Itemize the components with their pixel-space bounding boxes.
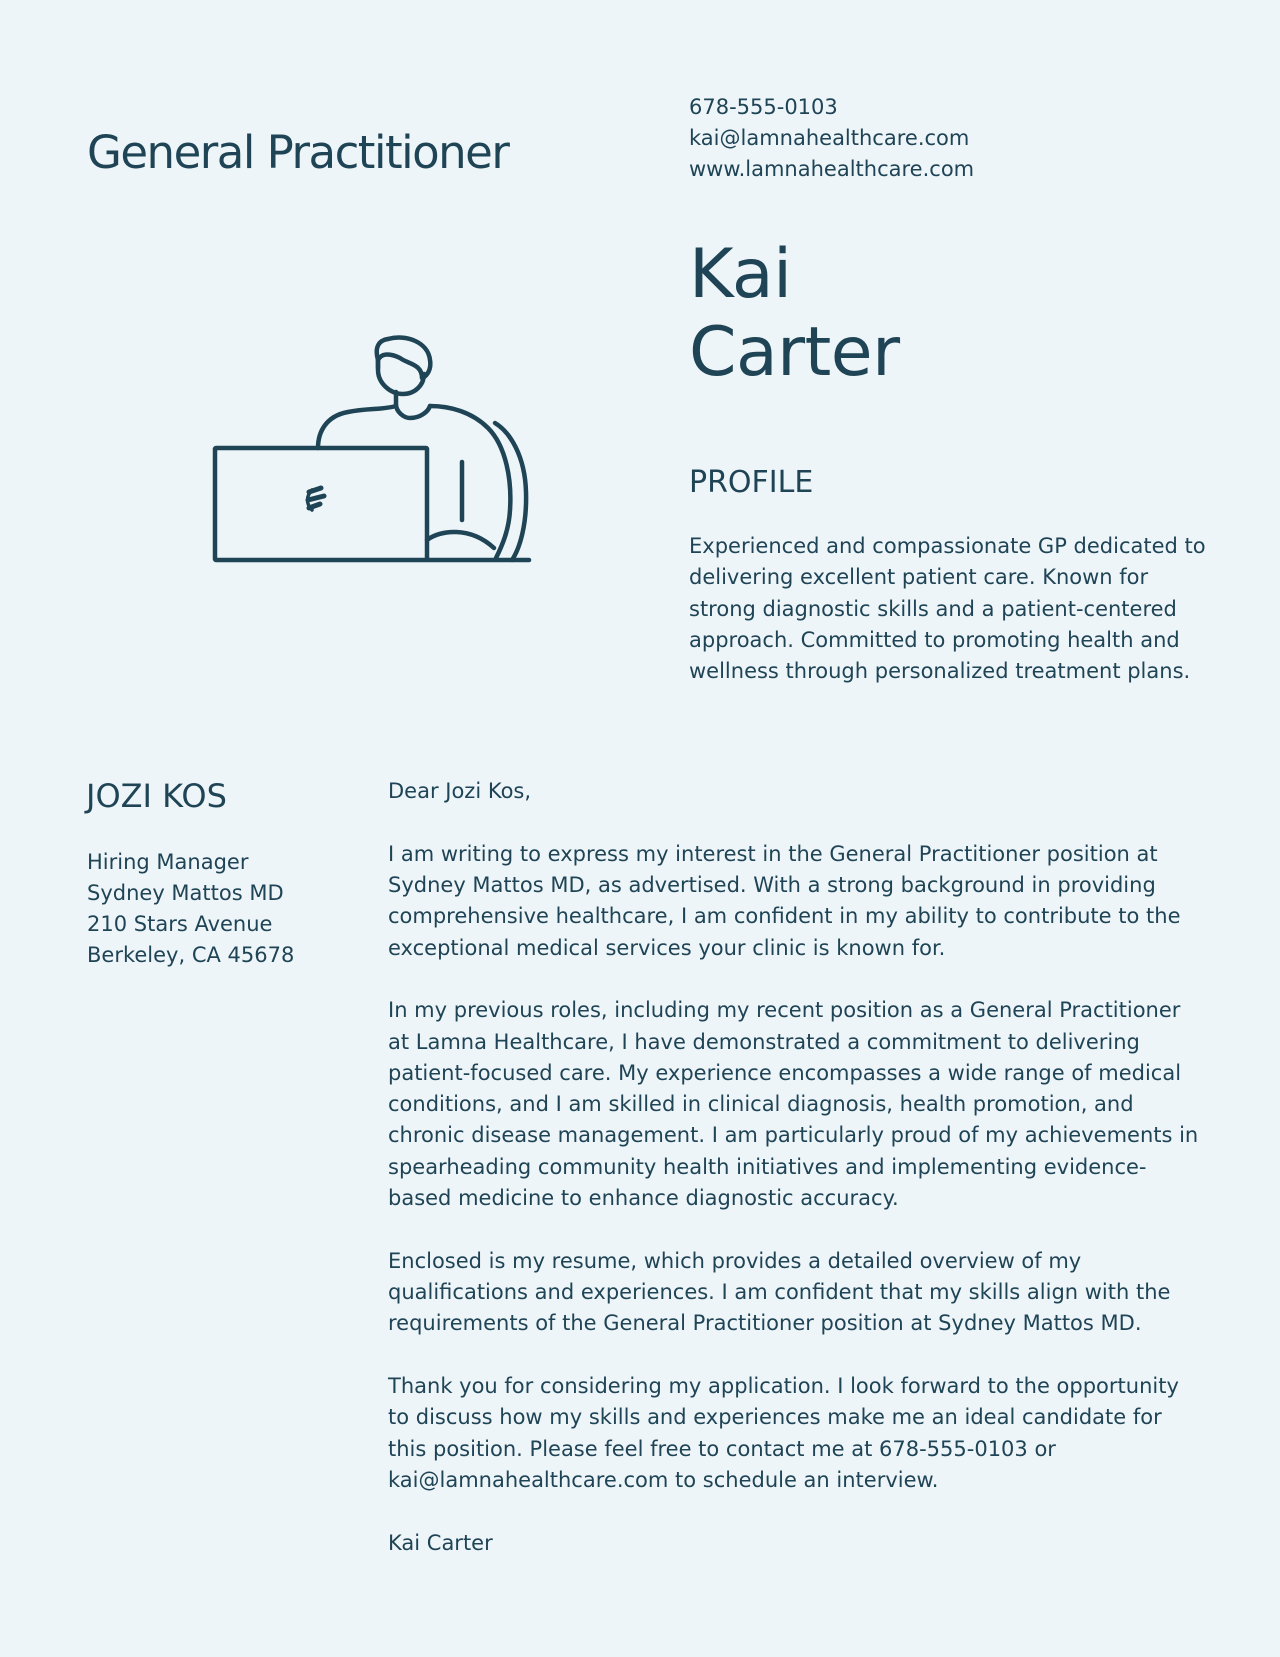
contact-website: www.lamnahealthcare.com (689, 157, 975, 181)
letter-paragraph: Enclosed is my resume, which provides a detailed overview of my qualifications and experiences. I am confident that my skills align with the requirements of the General Practitioner position at Sydney Mattos MD. (388, 1248, 1171, 1336)
contact-email: kai@lamnahealthcare.com (689, 126, 970, 150)
recipient-name: JOZI KOS (86, 777, 227, 815)
applicant-last-name: Carter (689, 313, 900, 392)
letter-signature: Kai Carter (388, 1530, 493, 1555)
applicant-first-name: Kai (689, 235, 792, 314)
applicant-name (689, 236, 900, 392)
job-title: General Practitioner (87, 126, 509, 179)
person-at-laptop-icon (210, 320, 550, 580)
recipient-title: Hiring Manager (87, 850, 249, 874)
contact-info (689, 92, 974, 185)
recipient-address (87, 847, 294, 971)
letter-paragraph: In my previous roles, including my recent position as a General Practitioner at Lamna Healthcare, I have demonstrated a commitment to delivering patient-focused care. My experience encompasses a wide range of medical conditions, and I am skilled in clinical diagnosis, health promotion, and chronic disease management. I am particularly proud of my achievements in spearheading community health initiatives and implementing evidence-based medicine to enhance diagnostic accuracy. (388, 998, 1199, 1211)
profile-heading: PROFILE (689, 465, 814, 500)
letter-body (388, 776, 1203, 1590)
recipient-city: Berkeley, CA 45678 (87, 943, 295, 967)
recipient-company: Sydney Mattos MD (87, 881, 284, 905)
letter-paragraph: Thank you for considering my application. I look forward to the opportunity to discuss how my skills and experiences make me an ideal candidate for this position. Please feel free to contact me at 678-555-0103 or kai@lamnahealthcare.com to schedule an interview. (388, 1374, 1179, 1492)
letter-salutation: Dear Jozi Kos, (388, 779, 532, 803)
letter-paragraph: I am writing to express my interest in the General Practitioner position at Sydney Mattos MD, as advertised. With a strong background in providing comprehensive healthcare, I am confident in my ability to contribute to the exceptional medical services your clinic is known for. (388, 841, 1181, 960)
profile-text: Experienced and compassionate GP dedicated to delivering excellent patient care. Known for strong diagnostic skills and a patient-centered approach. Committed to promoting health and wellness through personalized treatment plans. (689, 534, 1206, 684)
contact-phone: 678-555-0103 (689, 95, 838, 119)
recipient-street: 210 Stars Avenue (87, 912, 273, 936)
